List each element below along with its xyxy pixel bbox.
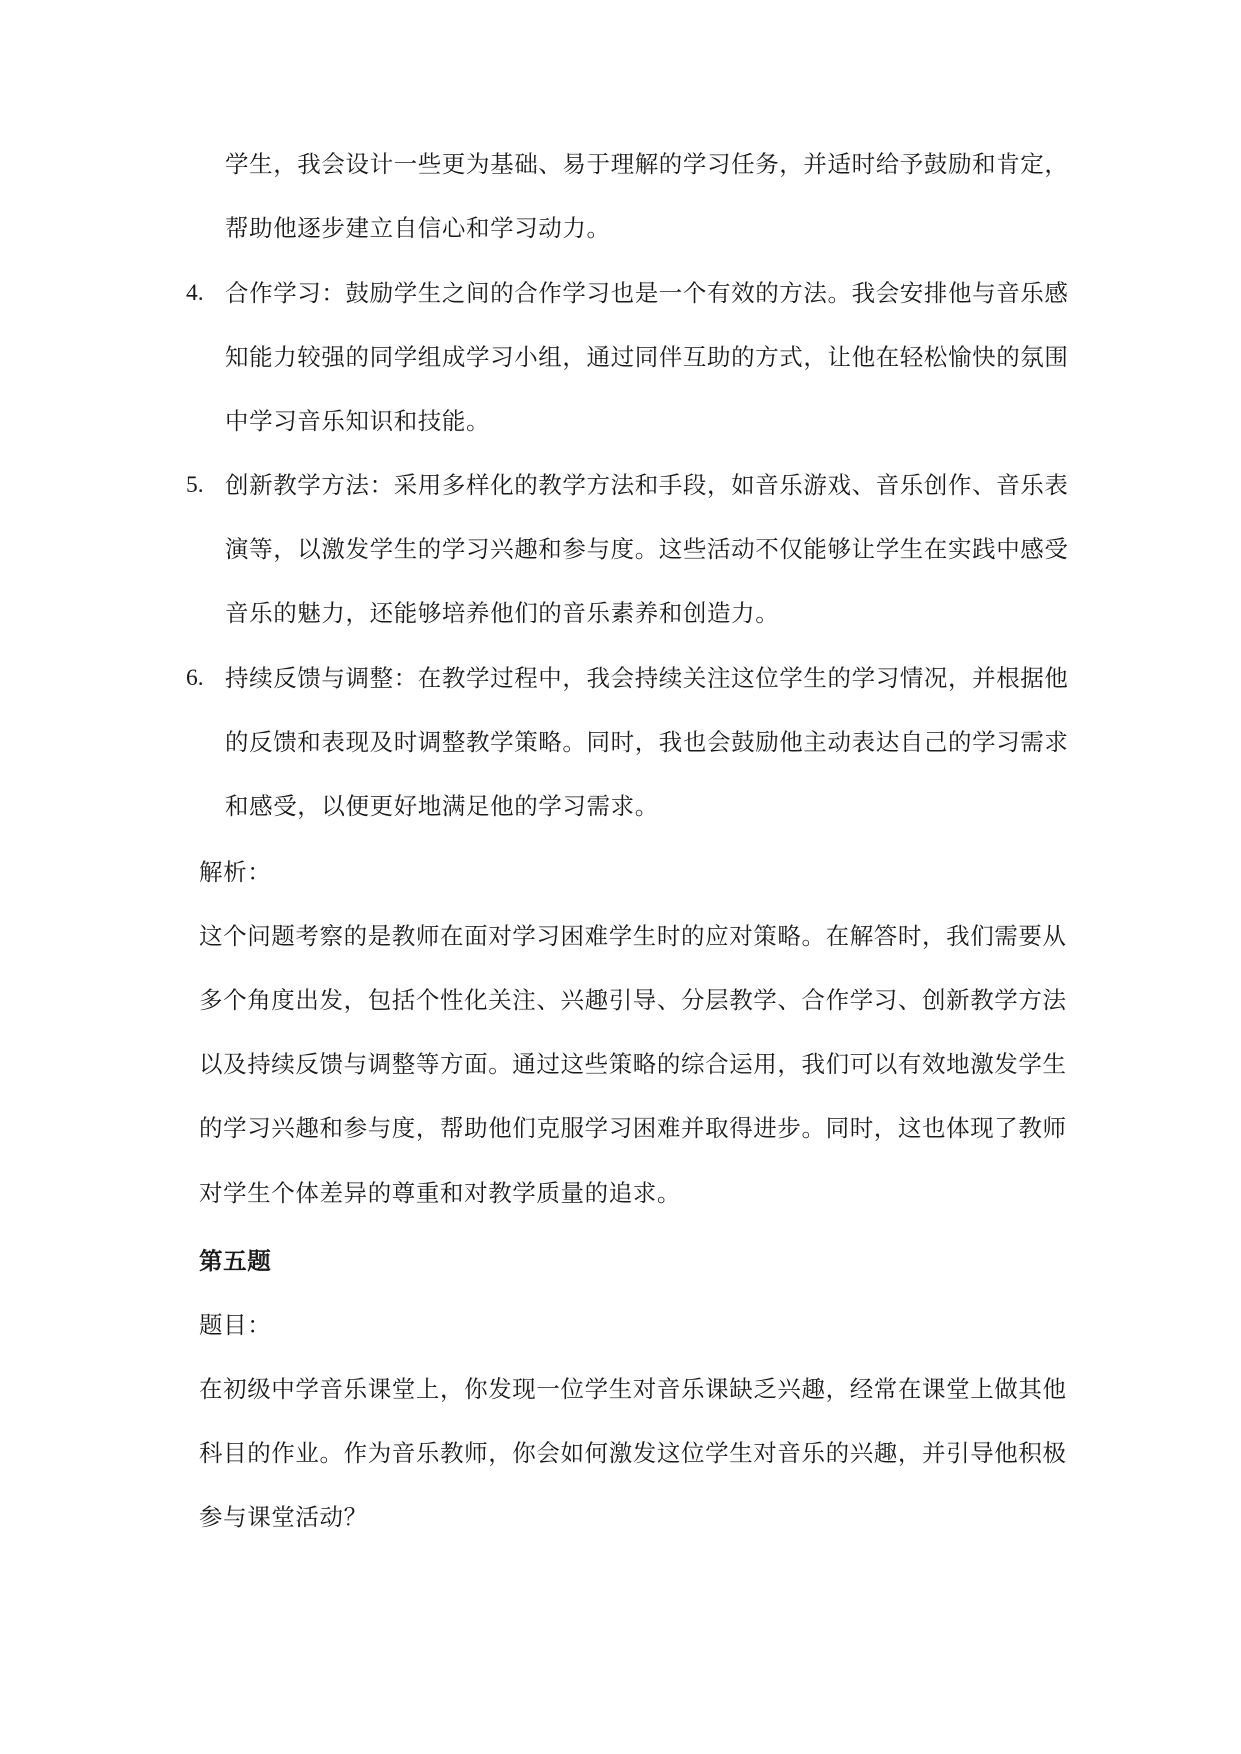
list-item-number: 6.: [186, 665, 204, 691]
question-heading: 第五题: [199, 1247, 272, 1275]
analysis-line: 的学习兴趣和参与度，帮助他们克服学习困难并取得进步。同时，这也体现了教师: [199, 1114, 1067, 1142]
question-line: 在初级中学音乐课堂上，你发现一位学生对音乐课缺乏兴趣，经常在课堂上做其他: [199, 1375, 1067, 1403]
list-item-number: 4.: [186, 280, 204, 306]
list-continuation-line: 帮助他逐步建立自信心和学习动力。: [225, 214, 611, 242]
question-prompt-label: 题目：: [199, 1311, 272, 1339]
list-item-line: 音乐的魅力，还能够培养他们的音乐素养和创造力。: [225, 599, 780, 627]
analysis-line: 以及持续反馈与调整等方面。通过这些策略的综合运用，我们可以有效地激发学生: [199, 1050, 1067, 1078]
analysis-line: 对学生个体差异的尊重和对教学质量的追求。: [199, 1179, 681, 1207]
list-item-line: 演等，以激发学生的学习兴趣和参与度。这些活动不仅能够让学生在实践中感受: [225, 535, 1069, 563]
list-item-line: 合作学习：鼓励学生之间的合作学习也是一个有效的方法。我会安排他与音乐感: [225, 279, 1069, 307]
list-item-line: 和感受，以便更好地满足他的学习需求。: [225, 792, 659, 820]
list-item-line: 中学习音乐知识和技能。: [225, 407, 491, 435]
question-line: 科目的作业。作为音乐教师，你会如何激发这位学生对音乐的兴趣，并引导他积极: [199, 1439, 1067, 1467]
list-item-line: 知能力较强的同学组成学习小组，通过同伴互助的方式，让他在轻松愉快的氛围: [225, 343, 1069, 371]
list-continuation-line: 学生，我会设计一些更为基础、易于理解的学习任务，并适时给予鼓励和肯定，: [225, 150, 1069, 178]
list-item-number: 5.: [186, 472, 204, 498]
analysis-line: 这个问题考察的是教师在面对学习困难学生时的应对策略。在解答时，我们需要从: [199, 922, 1067, 950]
list-item-line: 持续反馈与调整：在教学过程中，我会持续关注这位学生的学习情况，并根据他: [225, 664, 1069, 692]
list-item-line: 创新教学方法：采用多样化的教学方法和手段，如音乐游戏、音乐创作、音乐表: [225, 471, 1069, 499]
list-item-line: 的反馈和表现及时调整教学策略。同时，我也会鼓励他主动表达自己的学习需求: [225, 728, 1069, 756]
question-line: 参与课堂活动？: [199, 1503, 368, 1531]
analysis-label: 解析：: [199, 858, 272, 886]
analysis-line: 多个角度出发，包括个性化关注、兴趣引导、分层教学、合作学习、创新教学方法: [199, 986, 1067, 1014]
